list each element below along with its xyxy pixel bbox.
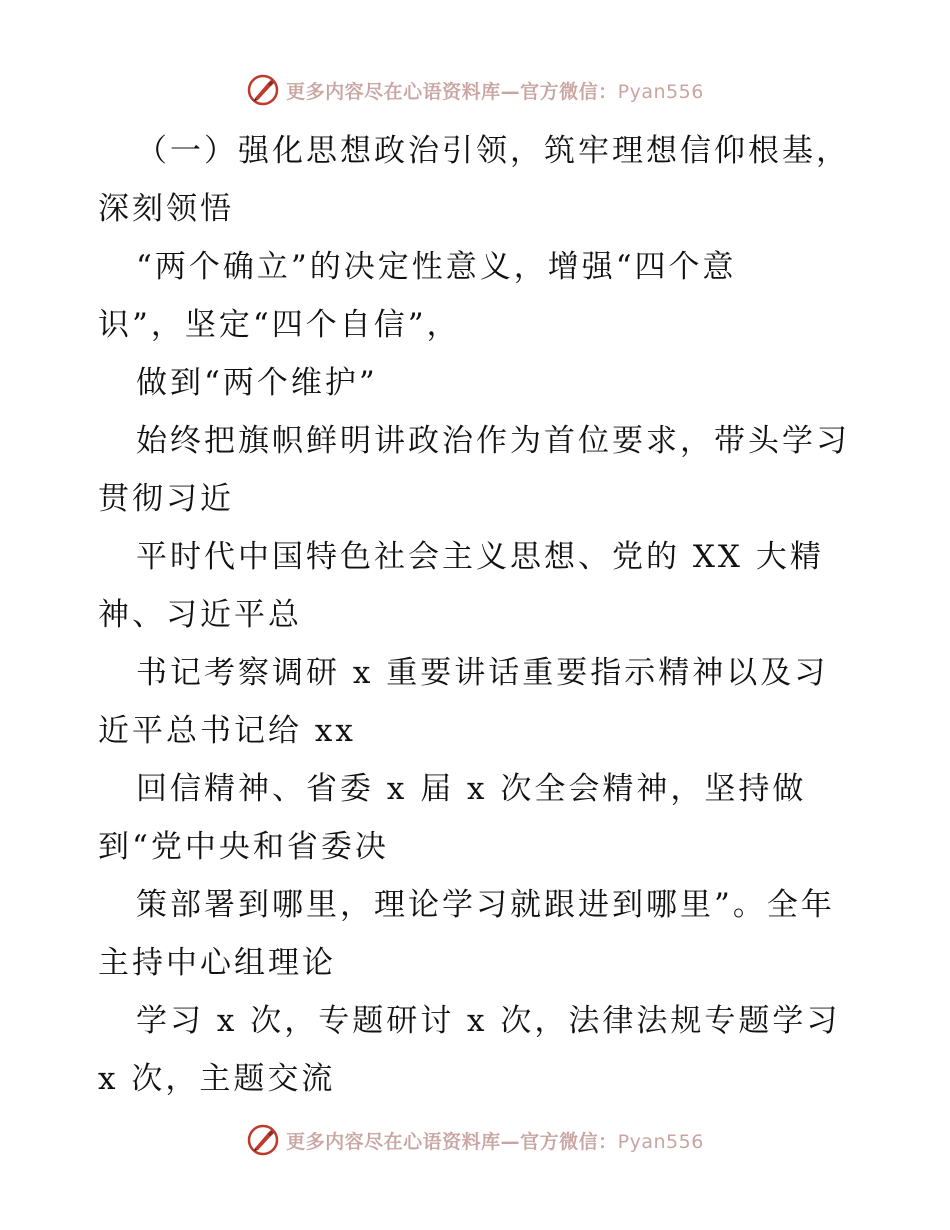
- watermark-text: 更多内容尽在心语资料库—官方微信：Pyan556: [286, 80, 704, 103]
- text-line: 做到“两个维护”: [136, 365, 378, 401]
- text-line: 识”，坚定“四个自信”，: [98, 307, 461, 343]
- pen-circle-logo-icon: [246, 73, 280, 107]
- text-line: 策部署到哪里，理论学习就跟进到哪里”。全年: [136, 887, 835, 923]
- header-watermark: [0, 70, 950, 110]
- text-line: “两个确立”的决定性意义，增强“四个意: [136, 249, 737, 285]
- text-line: x 次，主题交流: [98, 1061, 336, 1097]
- text-line: 书记考察调研 x 重要讲话重要指示精神以及习: [136, 655, 829, 691]
- document-body: [98, 122, 858, 1108]
- text-line: 主持中心组理论: [98, 945, 336, 981]
- footer-watermark: [0, 1120, 950, 1160]
- text-line: 始终把旗帜鲜明讲政治作为首位要求，带头学习: [136, 423, 850, 459]
- text-line: 神、习近平总: [98, 597, 302, 633]
- text-line: 近平总书记给 xx: [98, 713, 356, 749]
- watermark-text: 更多内容尽在心语资料库—官方微信：Pyan556: [286, 1130, 704, 1153]
- text-line: 学习 x 次，专题研讨 x 次，法律法规专题学习: [136, 1003, 841, 1039]
- pen-circle-logo-icon: [246, 1123, 280, 1157]
- text-line: 平时代中国特色社会主义思想、党的 XX 大精: [136, 539, 824, 575]
- text-line: 贯彻习近: [98, 481, 234, 517]
- text-line: 到“党中央和省委决: [98, 829, 389, 865]
- text-line: 回信精神、省委 x 届 x 次全会精神，坚持做: [136, 771, 807, 807]
- text-line: （一）强化思想政治引领，筑牢理想信仰根基，: [136, 133, 850, 169]
- text-line: 深刻领悟: [98, 191, 234, 227]
